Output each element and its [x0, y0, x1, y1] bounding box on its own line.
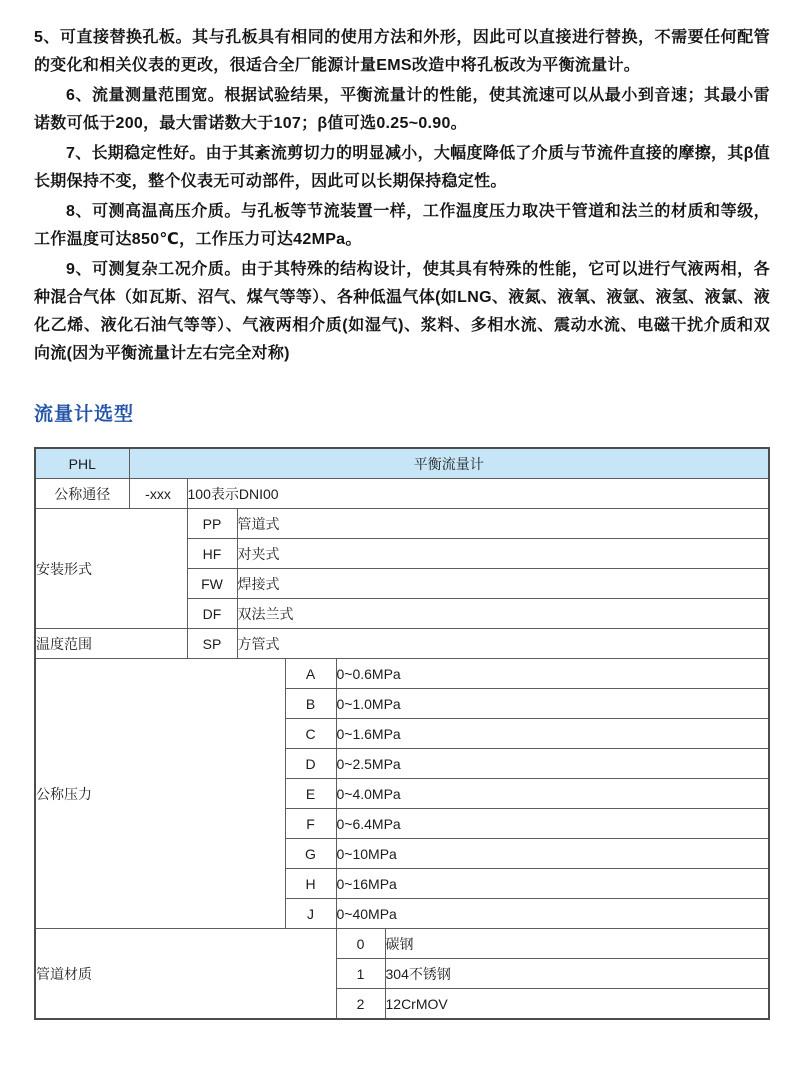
- pressure-desc-cell: 0~1.0MPa: [336, 689, 769, 719]
- material-code-cell: 1: [336, 959, 385, 989]
- model-code-cell: PHL: [35, 448, 129, 479]
- paragraph-feature-7: 7、长期稳定性好。由于其紊流剪切力的明显减小，大幅度降低了介质与节流件直接的摩擦，其β值长期保持不变，整个仪表无可动部件，因此可以长期保持稳定性。: [34, 145, 770, 190]
- material-desc-cell: 碳钢: [385, 929, 769, 959]
- paragraph-feature-5: 5、可直接替换孔板。其与孔板具有相同的使用方法和外形，因此可以直接进行替换，不需要任何配管的变化和相关仪表的更改，很适合全厂能源计量EMS改造中将孔板改为平衡流量计。: [34, 29, 770, 74]
- diameter-desc-cell: 100表示DNI00: [187, 479, 769, 509]
- feature-paragraphs: [34, 24, 770, 368]
- pressure-desc-cell: 0~1.6MPa: [336, 719, 769, 749]
- pressure-desc-cell: 0~6.4MPa: [336, 809, 769, 839]
- pressure-desc-cell: 0~40MPa: [336, 899, 769, 929]
- table-row-header: [35, 448, 769, 479]
- install-desc-cell: 管道式: [237, 509, 769, 539]
- pressure-code-cell: G: [285, 839, 336, 869]
- table-row-pressure-a: [35, 659, 769, 689]
- material-label-cell: 管道材质: [35, 929, 336, 1020]
- pressure-code-cell: C: [285, 719, 336, 749]
- pressure-desc-cell: 0~10MPa: [336, 839, 769, 869]
- temp-label-cell: 温度范围: [35, 629, 187, 659]
- install-desc-cell: 对夹式: [237, 539, 769, 569]
- paragraph-feature-8: 8、可测高温高压介质。与孔板等节流装置一样，工作温度压力取决干管道和法兰的材质和等级，工作温度可达850℃，工作压力可达42MPa。: [34, 203, 770, 248]
- install-code-cell: PP: [187, 509, 237, 539]
- material-desc-cell: 12CrMOV: [385, 989, 769, 1020]
- paragraph-feature-9: 9、可测复杂工况介质。由于其特殊的结构设计，使其具有特殊的性能，它可以进行气液两相，各种混合气体（如瓦斯、沼气、煤气等等）、各种低温气体(如LNG、液氮、液氧、液氩、液氢、液氯、液化乙烯、液化石油气等等）、气液两相介质(如湿气)、浆料、多相水流、震动水流、电磁干扰介质和双向流(因为平衡流量计左右完全对称): [34, 261, 770, 362]
- pressure-desc-cell: 0~16MPa: [336, 869, 769, 899]
- diameter-code-cell: -xxx: [129, 479, 187, 509]
- material-code-cell: 0: [336, 929, 385, 959]
- table-row-temp: [35, 629, 769, 659]
- pressure-code-cell: J: [285, 899, 336, 929]
- model-selection-table: [34, 447, 770, 1020]
- section-title: 流量计选型: [34, 404, 135, 425]
- pressure-code-cell: F: [285, 809, 336, 839]
- pressure-desc-cell: 0~0.6MPa: [336, 659, 769, 689]
- material-desc-cell: 304不锈钢: [385, 959, 769, 989]
- install-code-cell: FW: [187, 569, 237, 599]
- table-row-install-pp: [35, 509, 769, 539]
- model-name-cell: 平衡流量计: [129, 448, 769, 479]
- pressure-code-cell: E: [285, 779, 336, 809]
- table-row-material-0: [35, 929, 769, 959]
- install-code-cell: HF: [187, 539, 237, 569]
- install-desc-cell: 焊接式: [237, 569, 769, 599]
- install-label-cell: 安装形式: [35, 509, 187, 629]
- install-desc-cell: 双法兰式: [237, 599, 769, 629]
- diameter-label-cell: 公称通径: [35, 479, 129, 509]
- install-code-cell: DF: [187, 599, 237, 629]
- pressure-label-cell: 公称压力: [35, 659, 285, 929]
- pressure-code-cell: D: [285, 749, 336, 779]
- pressure-code-cell: B: [285, 689, 336, 719]
- pressure-code-cell: A: [285, 659, 336, 689]
- temp-desc-cell: 方管式: [237, 629, 769, 659]
- temp-code-cell: SP: [187, 629, 237, 659]
- table-row-diameter: [35, 479, 769, 509]
- paragraph-feature-6: 6、流量测量范围宽。根据试验结果，平衡流量计的性能，使其流速可以从最小到音速；其最小雷诺数可低于200，最大雷诺数大于107；β值可选0.25~0.90。: [34, 87, 770, 132]
- pressure-desc-cell: 0~4.0MPa: [336, 779, 769, 809]
- material-code-cell: 2: [336, 989, 385, 1020]
- pressure-desc-cell: 0~2.5MPa: [336, 749, 769, 779]
- pressure-code-cell: H: [285, 869, 336, 899]
